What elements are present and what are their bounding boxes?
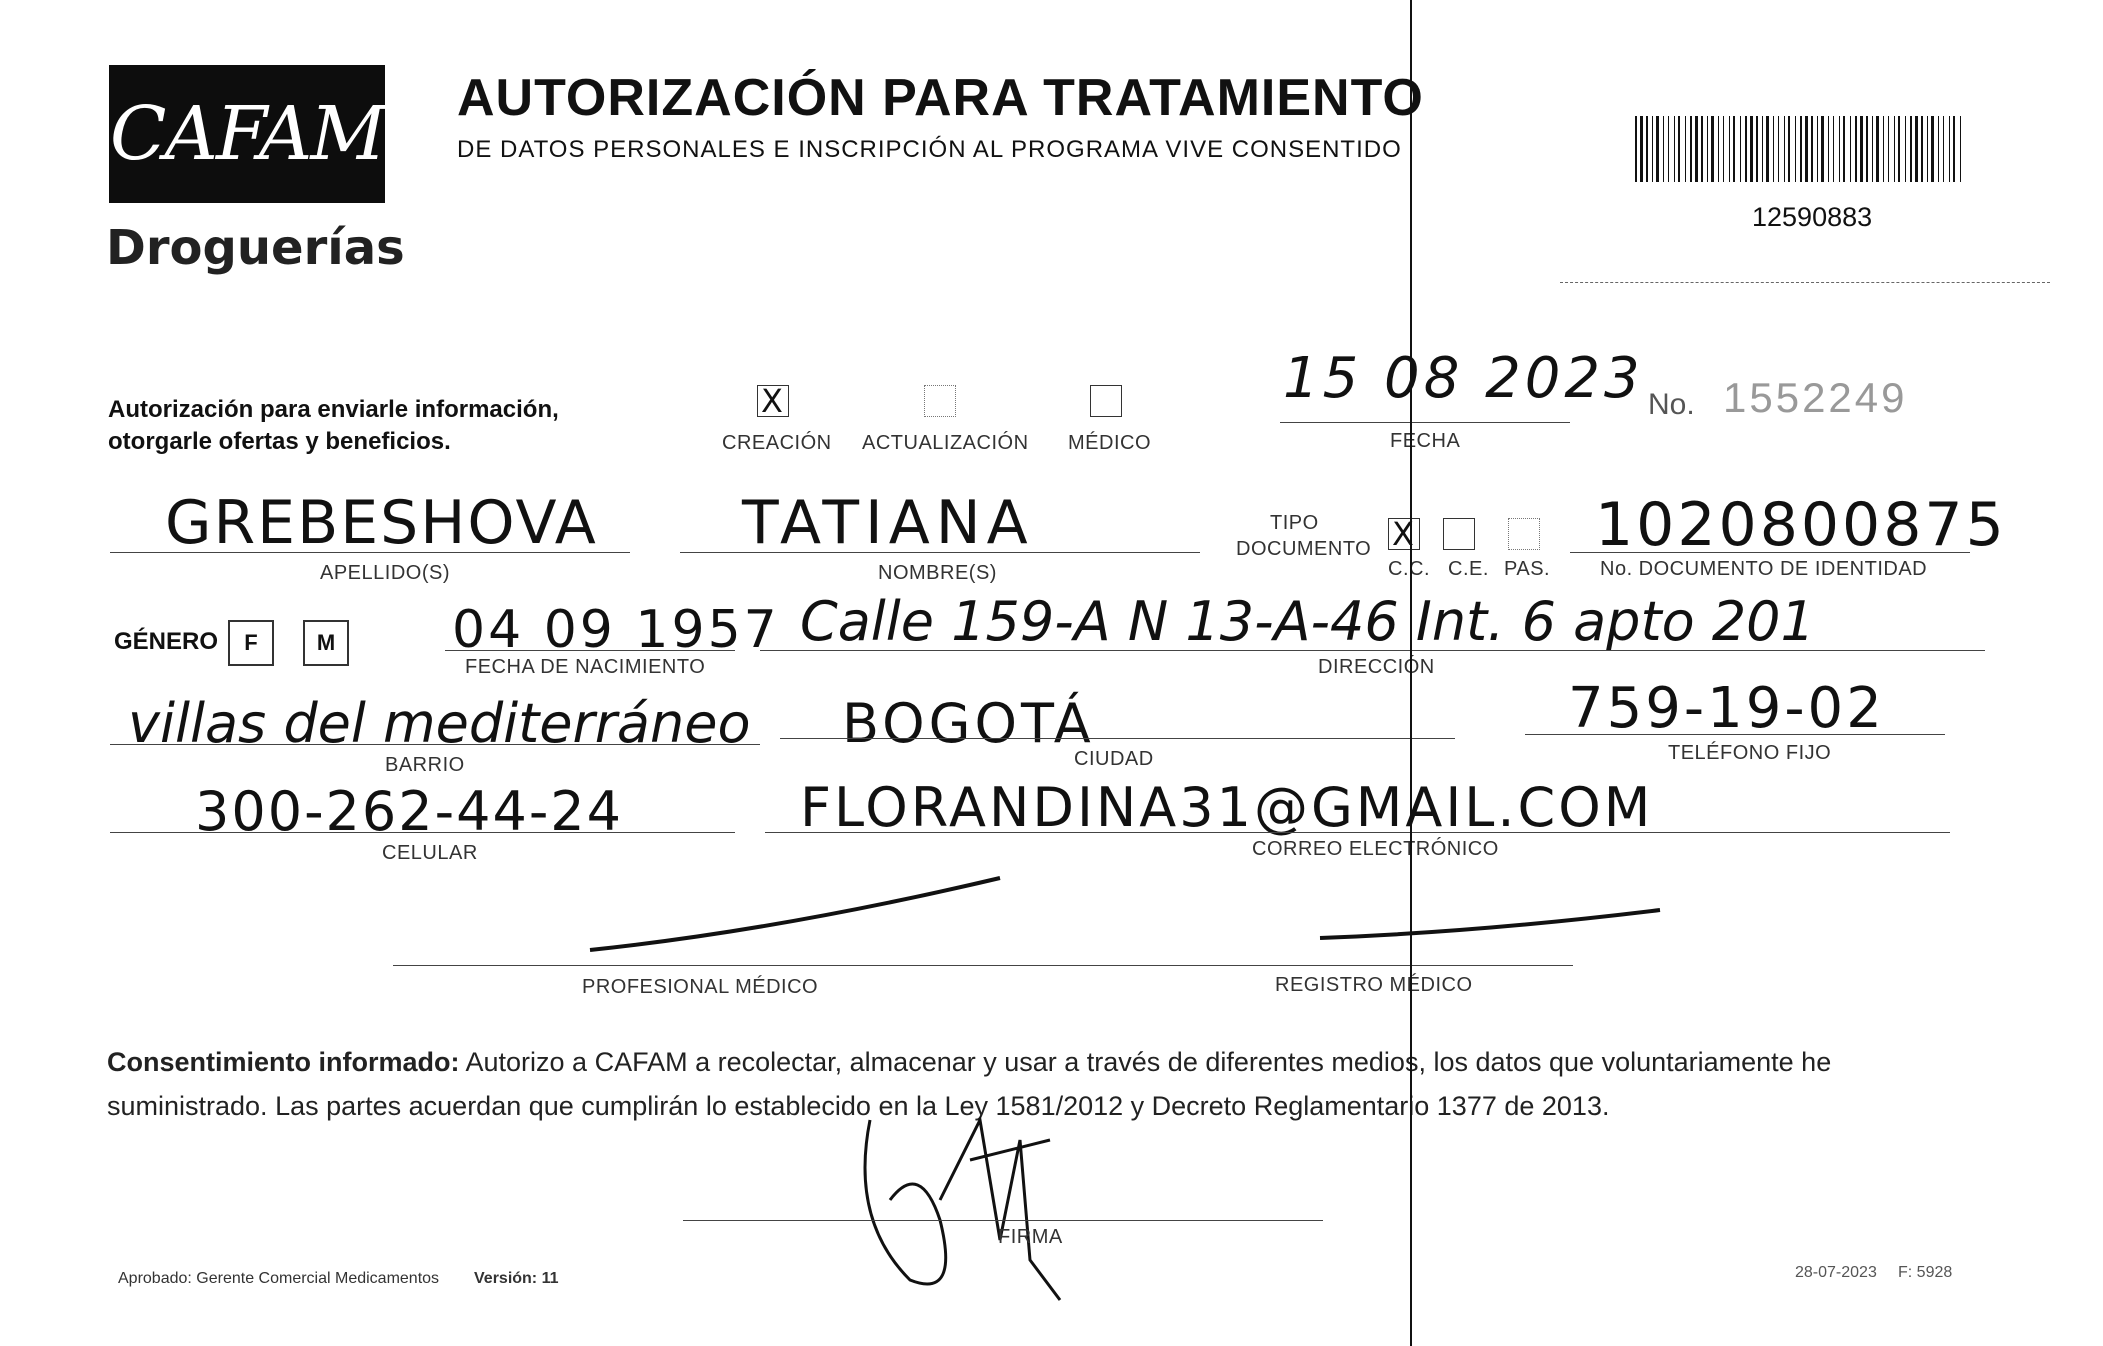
number-label: No.	[1648, 388, 1695, 421]
form-number: 1552249	[1723, 374, 1908, 421]
signature-scribble	[850, 1100, 1100, 1310]
divider-dashes	[1560, 282, 2050, 283]
form-title: AUTORIZACIÓN PARA TRATAMIENTO	[457, 69, 1424, 127]
form-subtitle: DE DATOS PERSONALES E INSCRIPCIÓN AL PROGRAMA VIVE CONSENTIDO	[457, 136, 1402, 163]
gender-label: GÉNERO	[114, 628, 219, 655]
phone-value[interactable]: 759-19-02	[1568, 676, 1885, 741]
surname-value[interactable]: GREBESHOVA	[165, 488, 598, 558]
professional-line	[393, 965, 1238, 966]
name-value[interactable]: TATIANA	[742, 488, 1034, 558]
address-line	[760, 650, 1985, 651]
authorization-text-2: otorgarle ofertas y beneficios.	[108, 428, 451, 455]
mobile-line	[110, 832, 735, 833]
doc-type-pas: PAS.	[1504, 558, 1551, 580]
signature-line	[683, 1220, 1323, 1221]
checkbox-cc[interactable]	[1388, 515, 1420, 553]
checkbox-ce[interactable]	[1443, 518, 1475, 550]
footer-date-code: 28-07-2023	[1795, 1264, 1877, 1281]
approved-text: Aprobado: Gerente Comercial Medicamentos	[118, 1270, 440, 1287]
gender-f-box[interactable]: F	[228, 620, 274, 666]
registry-line	[1238, 965, 1573, 966]
birth-date-label: FECHA DE NACIMIENTO	[465, 656, 706, 678]
gender-m-box[interactable]: M	[303, 620, 349, 666]
registry-label: REGISTRO MÉDICO	[1275, 974, 1473, 996]
email-line	[765, 832, 1950, 833]
doc-type-label-1: TIPO	[1270, 512, 1319, 534]
address-value[interactable]: Calle 159-A N 13-A-46 Int. 6 apto 201	[800, 590, 1815, 653]
birth-date-value[interactable]: 04 09 1957	[452, 600, 780, 660]
check-mark-x: X	[1392, 515, 1414, 553]
doc-number-value[interactable]: 1020800875	[1595, 490, 2007, 560]
footer-form-code: F: 5928	[1898, 1264, 1953, 1281]
date-value[interactable]: 15 08 2023	[1283, 346, 1644, 411]
date-label: FECHA	[1390, 430, 1461, 452]
neighborhood-value[interactable]: villas del mediterráneo	[128, 692, 751, 755]
address-label: DIRECCIÓN	[1318, 656, 1435, 678]
authorization-text-1: Autorización para enviarle información,	[108, 396, 559, 423]
doc-type-ce: C.E.	[1448, 558, 1489, 580]
name-label: NOMBRE(S)	[878, 562, 997, 584]
cafam-logo: CAFAM	[109, 91, 385, 177]
checkbox-pas[interactable]	[1508, 518, 1540, 550]
signature-label: FIRMA	[998, 1226, 1063, 1248]
city-label: CIUDAD	[1074, 748, 1154, 770]
mobile-label: CELULAR	[382, 842, 478, 864]
neighborhood-label: BARRIO	[385, 754, 465, 776]
doc-number-label: No. DOCUMENTO DE IDENTIDAD	[1600, 558, 1928, 580]
surname-line	[110, 552, 630, 553]
neighborhood-line	[110, 744, 760, 745]
date-underline	[1280, 422, 1570, 423]
professional-label: PROFESIONAL MÉDICO	[582, 976, 819, 998]
consent-heading: Consentimiento informado:	[107, 1047, 460, 1077]
barcode-icon	[1635, 116, 1965, 182]
phone-label: TELÉFONO FIJO	[1668, 742, 1832, 764]
checkbox-creacion[interactable]	[757, 382, 789, 420]
birth-date-line	[445, 650, 735, 651]
option-label-actualizacion: ACTUALIZACIÓN	[862, 432, 1029, 454]
name-line	[680, 552, 1200, 553]
option-label-medico: MÉDICO	[1068, 432, 1151, 454]
mobile-value[interactable]: 300-262-44-24	[195, 780, 624, 843]
doc-number-line	[1570, 552, 1970, 553]
brand-subtitle: Droguerías	[106, 220, 405, 276]
option-label-creacion: CREACIÓN	[722, 432, 832, 454]
medical-signature-strokes	[580, 870, 1680, 960]
checkbox-medico[interactable]	[1090, 385, 1122, 417]
city-value[interactable]: BOGOTÁ	[842, 692, 1095, 755]
city-line	[780, 738, 1455, 739]
email-label: CORREO ELECTRÓNICO	[1252, 838, 1499, 860]
phone-line	[1525, 734, 1945, 735]
scan-fold-line	[1410, 0, 1412, 1346]
checkbox-actualizacion[interactable]	[924, 385, 956, 417]
doc-type-cc: C.C.	[1388, 558, 1430, 580]
doc-type-label-2: DOCUMENTO	[1236, 538, 1372, 560]
barcode-number: 12590883	[1752, 202, 1873, 232]
consent-text: Autorizo a CAFAM a recolectar, almacenar y usar a través de diferentes medios, los datos que voluntariamente he suministrado. Las partes acuerdan que cumplirán lo establecido en la Ley 1581/2012 y Decreto Reglamentario 1377 de 2013.	[107, 1047, 1832, 1121]
version-text: Versión: 11	[474, 1270, 559, 1287]
check-mark-x: X	[761, 382, 783, 420]
email-value[interactable]: FLORANDINA31@GMAIL.COM	[800, 776, 1654, 839]
surname-label: APELLIDO(S)	[320, 562, 450, 584]
